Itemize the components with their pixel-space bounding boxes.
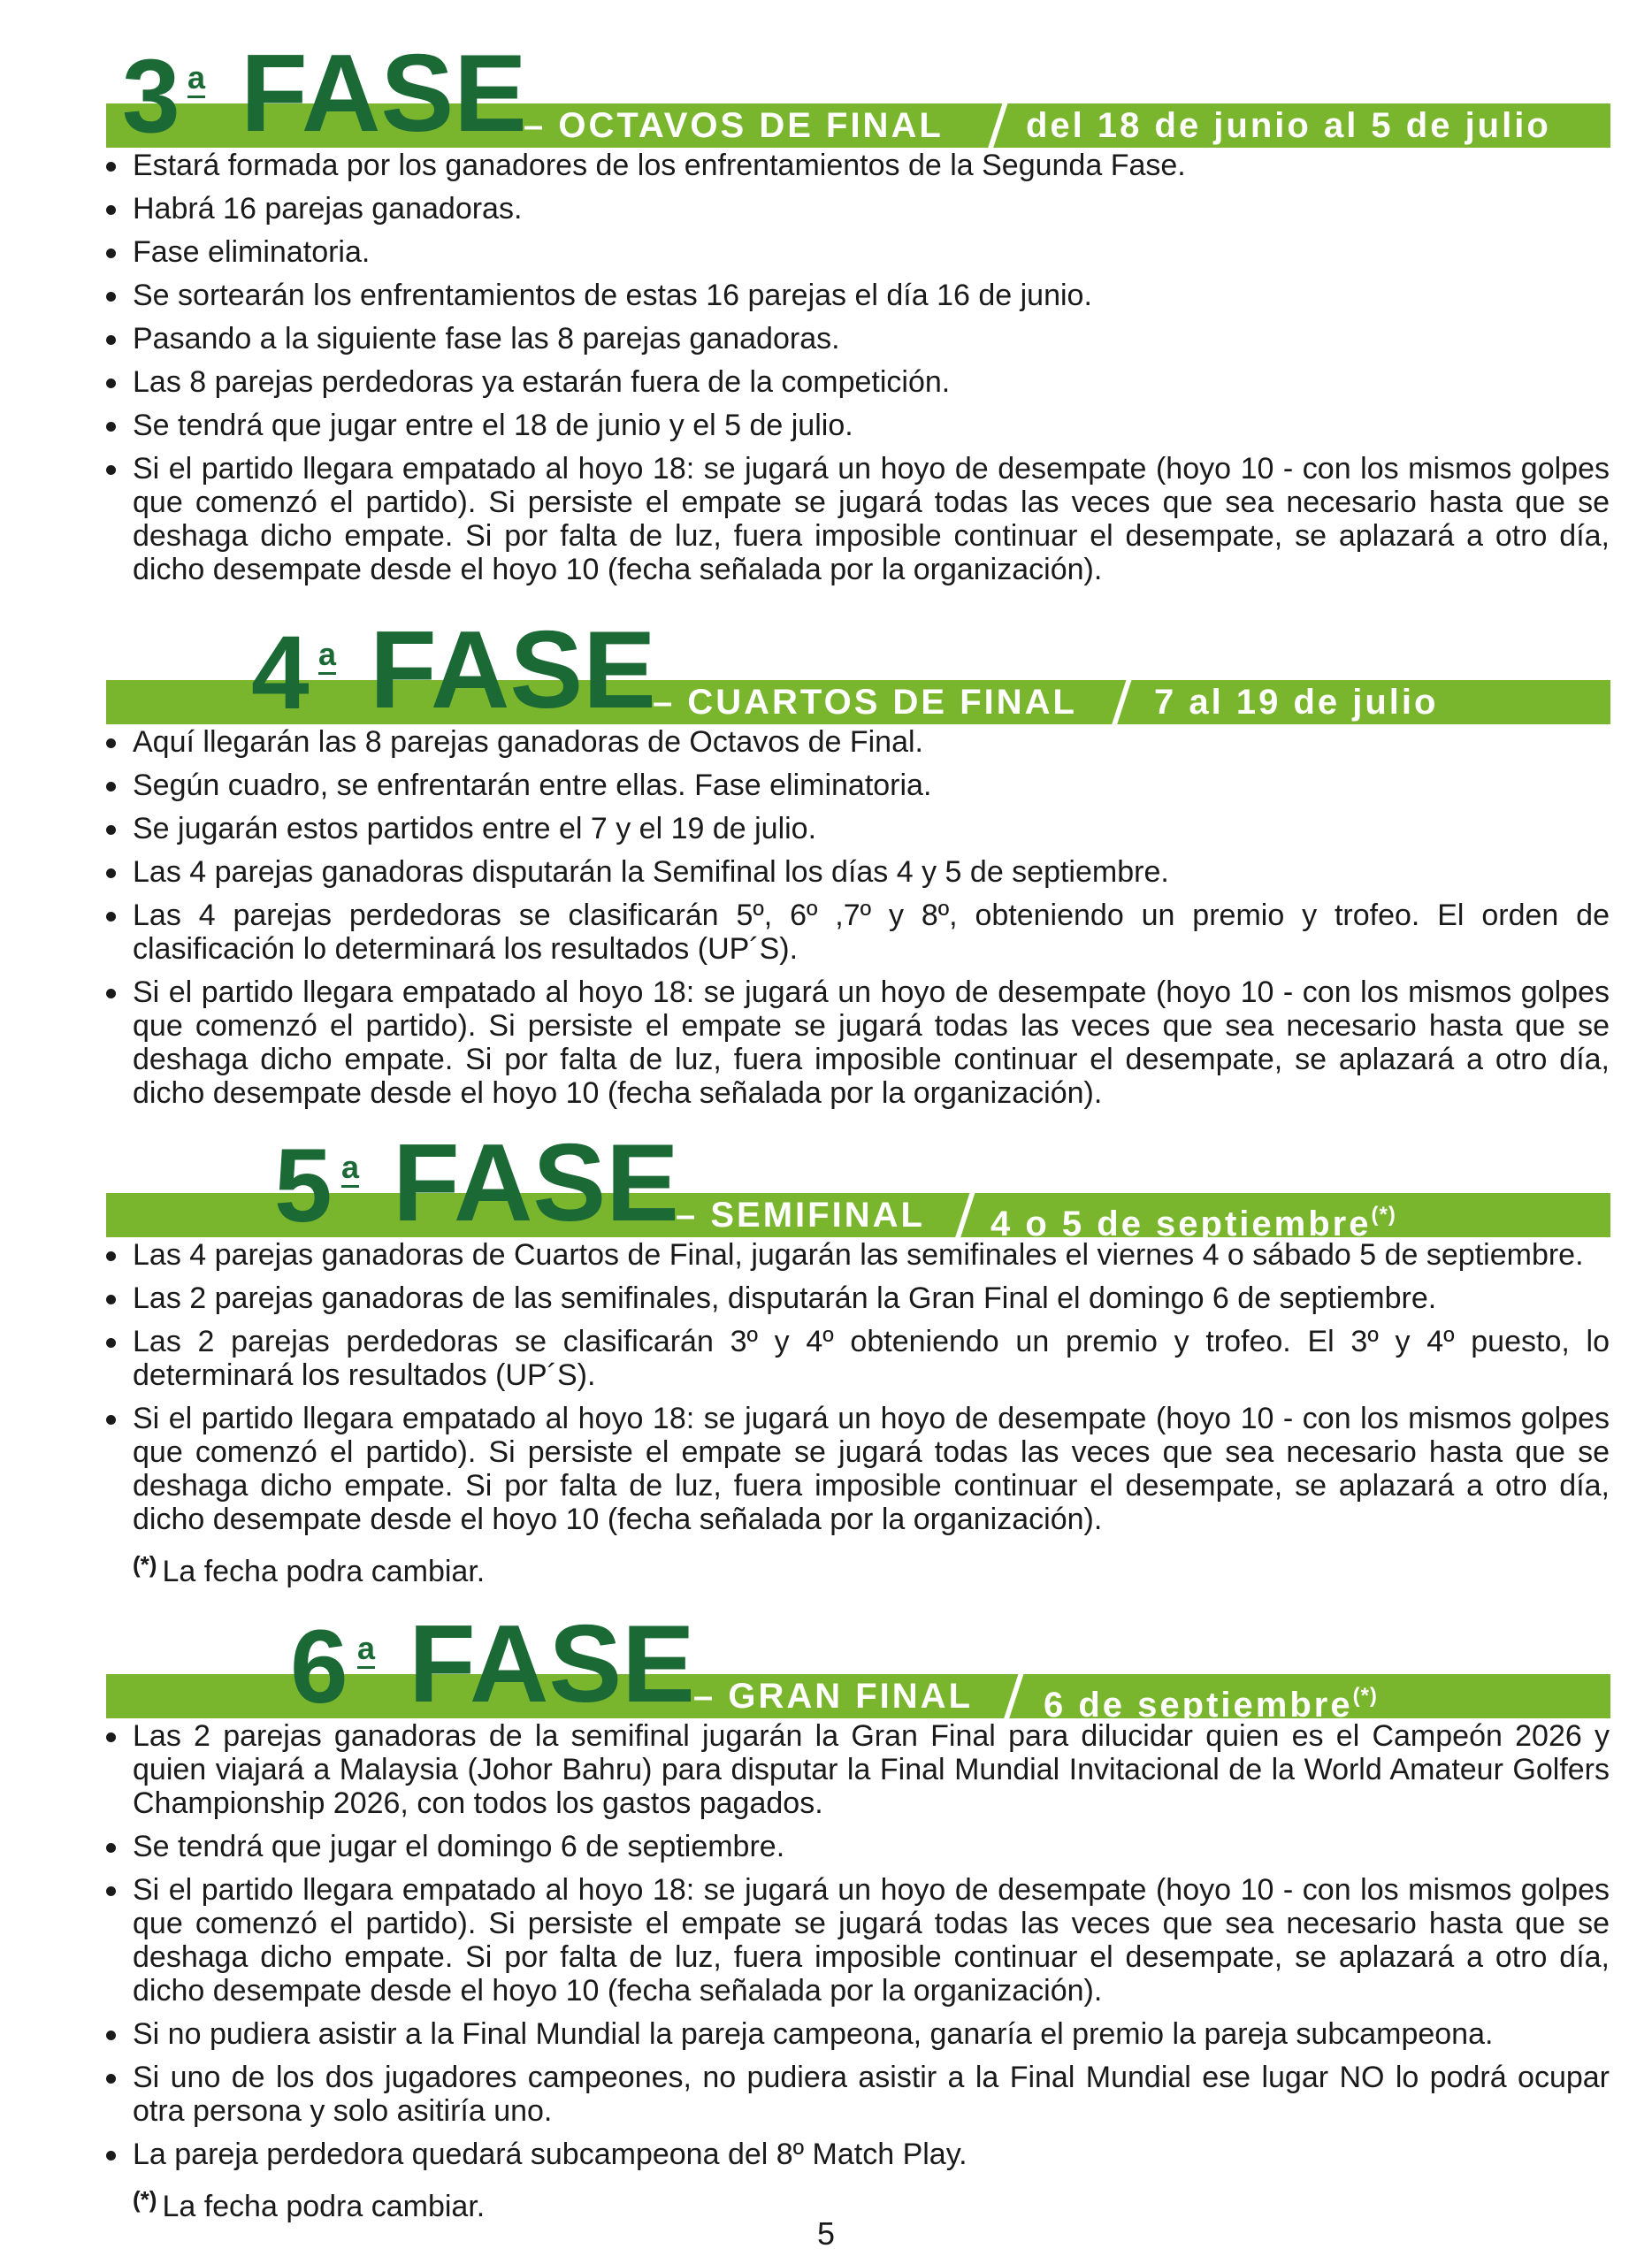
phase-4-number: 4 xyxy=(251,615,310,731)
list-item: Si el partido llegara empatado al hoyo 18: se jugará un hoyo de desempate (hoyo 10 - con los mismos golpes que comenzó el partido). Si persiste el empate se jugará todas las veces que sea necesario hasta que se deshaga dicho empate. Si por falta de luz, fuera imposible continuar el desempate, se aplazará a otro día, dicho desempate desde el hoyo 10 (fecha señalada por la organización). xyxy=(106,1402,1610,1536)
phase-6-number: 6 xyxy=(290,1609,348,1725)
phase-3-superscript: a xyxy=(187,62,205,98)
phase-3-number: 3 xyxy=(122,38,180,155)
list-item: Habrá 16 parejas ganadoras. xyxy=(106,192,1610,226)
list-item: Las 2 parejas ganadoras de la semifinal jugarán la Gran Final para dilucidar quien es el Campeón 2026 y quien viajará a Malaysia (Johor Bahru) para disputar la Final Mundial Invitacional de la World Amateur Golfers Championship 2026, con todos los gastos pagados. xyxy=(106,1719,1610,1820)
phase-6-word: FASE xyxy=(409,1603,695,1725)
list-item: Si no pudiera asistir a la Final Mundial la pareja campeona, ganaría el premio la pareja subcampeona. xyxy=(106,2017,1610,2051)
phase-6-subtitle: – GRAN FINAL xyxy=(693,1677,973,1716)
phase-4-word: FASE xyxy=(370,609,656,731)
phase-5-bullet-list xyxy=(106,1238,1610,1536)
list-item: Pasando a la siguiente fase las 8 parejas ganadoras. xyxy=(106,322,1610,356)
footnote-text: La fecha podra cambiar. xyxy=(162,1555,486,1588)
phase-3-subtitle: – OCTAVOS DE FINAL xyxy=(524,106,944,145)
phase-5-footnote xyxy=(133,1548,1652,1588)
phase-4-header xyxy=(0,609,1652,731)
phase-4-subtitle: – CUARTOS DE FINAL xyxy=(653,683,1077,722)
phase-5-word: FASE xyxy=(393,1122,679,1244)
phase-6-section xyxy=(0,1603,1652,2223)
phase-4-dates: 7 al 19 de julio xyxy=(1154,683,1439,722)
phase-5-dates-asterisk: (*) xyxy=(1371,1203,1396,1227)
list-item: Se tendrá que jugar el domingo 6 de septiembre. xyxy=(106,1830,1610,1863)
list-item: La pareja perdedora quedará subcampeona del 8º Match Play. xyxy=(106,2138,1610,2171)
phase-4-bullet-list xyxy=(106,725,1610,1110)
phase-3-section xyxy=(0,33,1652,598)
list-item: Si el partido llegara empatado al hoyo 18: se jugará un hoyo de desempate (hoyo 10 - con los mismos golpes que comenzó el partido). Si persiste el empate se jugará todas las veces que sea necesario hasta que se deshaga dicho empate. Si por falta de luz, fuera imposible continuar el desempate, se aplazará a otro día, dicho desempate desde el hoyo 10 (fecha señalada por la organización). xyxy=(106,452,1610,586)
phase-5-superscript: a xyxy=(341,1151,359,1188)
list-item: Las 8 parejas perdedoras ya estarán fuera de la competición. xyxy=(106,365,1610,399)
phase-5-section xyxy=(0,1122,1652,1588)
list-item: Las 2 parejas perdedoras se clasificarán 3º y 4º obteniendo un premio y trofeo. El 3º y 4º puesto, lo determinará los resultados (UP´S). xyxy=(106,1325,1610,1392)
list-item: Las 4 parejas perdedoras se clasificarán 5º, 6º ,7º y 8º, obteniendo un premio y trofeo. El orden de clasificación lo determinará los resultados (UP´S). xyxy=(106,899,1610,966)
phase-6-superscript: a xyxy=(357,1633,375,1669)
list-item: Si el partido llegara empatado al hoyo 18: se jugará un hoyo de desempate (hoyo 10 - con los mismos golpes que comenzó el partido). Si persiste el empate se jugará todas las veces que sea necesario hasta que se deshaga dicho empate. Si por falta de luz, fuera imposible continuar el desempate, se aplazará a otro día, dicho desempate desde el hoyo 10 (fecha señalada por la organización). xyxy=(106,1873,1610,2008)
list-item: Fase eliminatoria. xyxy=(106,235,1610,269)
phase-3-word: FASE xyxy=(241,33,527,155)
list-item: Estará formada por los ganadores de los enfrentamientos de la Segunda Fase. xyxy=(106,149,1610,182)
phase-3-header xyxy=(0,33,1652,155)
list-item: Las 2 parejas ganadoras de las semifinales, disputarán la Gran Final el domingo 6 de septiembre. xyxy=(106,1281,1610,1315)
phase-3-dates: del 18 de junio al 5 de julio xyxy=(1026,106,1551,145)
phase-6-dates-asterisk: (*) xyxy=(1352,1684,1378,1708)
phase-6-dates: 6 de septiembre(*) xyxy=(1044,1684,1378,1725)
footnote-asterisk: (*) xyxy=(133,2186,157,2213)
list-item: Si uno de los dos jugadores campeones, no pudiera asistir a la Final Mundial ese lugar NO lo podrá ocupar otra persona y solo asitiría uno. xyxy=(106,2061,1610,2128)
phase-5-dates: 4 o 5 de septiembre(*) xyxy=(990,1203,1396,1243)
list-item: Se jugarán estos partidos entre el 7 y el 19 de julio. xyxy=(106,812,1610,845)
phase-5-subtitle: – SEMIFINAL xyxy=(676,1196,925,1235)
page-number: 5 xyxy=(816,2215,836,2252)
footnote-asterisk: (*) xyxy=(133,1551,157,1578)
phase-4-superscript: a xyxy=(318,639,336,675)
list-item: Se tendrá que jugar entre el 18 de junio y el 5 de julio. xyxy=(106,409,1610,442)
list-item: Las 4 parejas ganadoras de Cuartos de Final, jugarán las semifinales el viernes 4 o sábado 5 de septiembre. xyxy=(106,1238,1610,1272)
phase-3-bullet-list xyxy=(106,149,1610,586)
phase-5-number: 5 xyxy=(274,1128,333,1244)
list-item: Las 4 parejas ganadoras disputarán la Semifinal los días 4 y 5 de septiembre. xyxy=(106,855,1610,889)
phase-6-bullet-list xyxy=(106,1719,1610,2171)
list-item: Aquí llegarán las 8 parejas ganadoras de Octavos de Final. xyxy=(106,725,1610,759)
list-item: Según cuadro, se enfrentarán entre ellas. Fase eliminatoria. xyxy=(106,769,1610,802)
footnote-text: La fecha podra cambiar. xyxy=(162,2190,486,2223)
list-item: Si el partido llegara empatado al hoyo 18: se jugará un hoyo de desempate (hoyo 10 - con los mismos golpes que comenzó el partido). Si persiste el empate se jugará todas las veces que sea necesario hasta que se deshaga dicho empate. Si por falta de luz, fuera imposible continuar el desempate, se aplazará a otro día, dicho desempate desde el hoyo 10 (fecha señalada por la organización). xyxy=(106,975,1610,1110)
phase-5-header xyxy=(0,1122,1652,1244)
list-item: Se sortearán los enfrentamientos de estas 16 parejas el día 16 de junio. xyxy=(106,279,1610,312)
phase-6-header xyxy=(0,1603,1652,1725)
phase-4-section xyxy=(0,609,1652,1121)
